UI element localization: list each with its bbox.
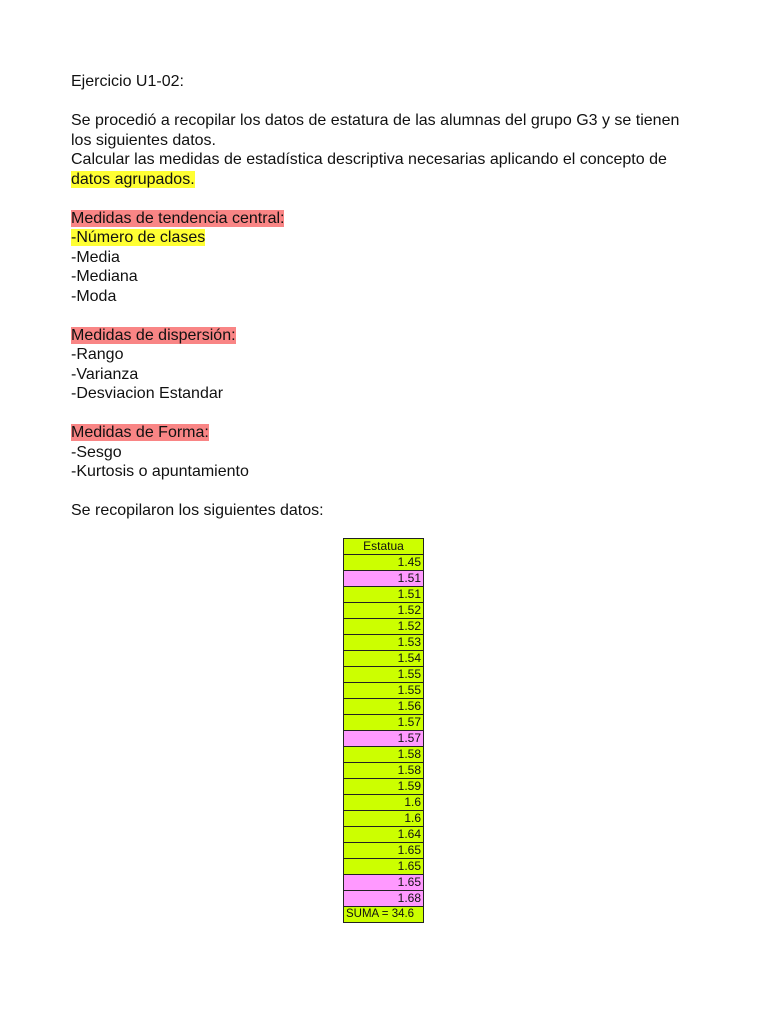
central-heading-text: Medidas de tendencia central: bbox=[71, 209, 285, 227]
table-row bbox=[344, 763, 424, 779]
height-value-cell: 1.59 bbox=[344, 779, 424, 795]
height-value-cell: 1.65 bbox=[344, 843, 424, 859]
central-item-0 bbox=[71, 228, 711, 248]
forma-item-0: -Sesgo bbox=[71, 443, 122, 461]
exercise-title: Ejercicio U1-02: bbox=[71, 73, 184, 90]
height-value-cell: 1.45 bbox=[344, 555, 424, 571]
height-value-cell: 1.55 bbox=[344, 667, 424, 683]
table-row bbox=[344, 651, 424, 667]
height-value-cell: 1.54 bbox=[344, 651, 424, 667]
dispersion-heading bbox=[71, 326, 711, 346]
table-row bbox=[344, 811, 424, 827]
data-intro: Se recopilaron los siguientes datos: bbox=[71, 502, 324, 519]
height-value-cell: 1.53 bbox=[344, 635, 424, 651]
sum-cell: SUMA = 34.6 bbox=[344, 907, 424, 923]
table-row bbox=[344, 875, 424, 891]
forma-heading bbox=[71, 423, 711, 443]
height-value-cell: 1.55 bbox=[344, 683, 424, 699]
table-row bbox=[344, 715, 424, 731]
table-row bbox=[344, 843, 424, 859]
forma-heading-text: Medidas de Forma: bbox=[71, 424, 209, 441]
central-item-3: -Moda bbox=[71, 287, 117, 305]
intro-line-3: Calcular las medidas de estadística descriptiva necesarias aplicando el concepto de bbox=[71, 151, 667, 168]
height-data-table bbox=[343, 538, 424, 923]
table-row bbox=[344, 747, 424, 763]
height-value-cell: 1.58 bbox=[344, 763, 424, 779]
highlight-datos-agrupados: datos agrupados. bbox=[71, 170, 195, 188]
table-row bbox=[344, 619, 424, 635]
dispersion-heading-text: Medidas de dispersión: bbox=[71, 326, 236, 344]
central-heading bbox=[71, 209, 711, 229]
intro-line-2: los siguientes datos. bbox=[71, 131, 216, 149]
table-row bbox=[344, 859, 424, 875]
height-value-cell: 1.51 bbox=[344, 587, 424, 603]
table-row bbox=[344, 731, 424, 747]
dispersion-item-2: -Desviacion Estandar bbox=[71, 385, 224, 402]
height-value-cell: 1.51 bbox=[344, 571, 424, 587]
table-row bbox=[344, 699, 424, 715]
dispersion-item-0: -Rango bbox=[71, 346, 124, 363]
height-value-cell: 1.65 bbox=[344, 875, 424, 891]
central-item-text: -Número de clases bbox=[71, 229, 206, 246]
height-value-cell: 1.68 bbox=[344, 891, 424, 907]
spacer bbox=[71, 189, 711, 209]
intro-line-4 bbox=[71, 170, 711, 190]
table-row bbox=[344, 779, 424, 795]
table-row bbox=[344, 555, 424, 571]
table-row bbox=[344, 587, 424, 603]
spacer bbox=[71, 482, 711, 502]
spacer bbox=[71, 404, 711, 424]
dispersion-item-1: -Varianza bbox=[71, 365, 139, 383]
table-row bbox=[344, 571, 424, 587]
height-value-cell: 1.58 bbox=[344, 747, 424, 763]
table-row bbox=[344, 795, 424, 811]
forma-item-1: -Kurtosis o apuntamiento bbox=[71, 463, 249, 480]
height-value-cell: 1.52 bbox=[344, 619, 424, 635]
spacer bbox=[71, 306, 711, 326]
table-row bbox=[344, 827, 424, 843]
table-header-cell: Estatua bbox=[344, 539, 424, 555]
table-row bbox=[344, 683, 424, 699]
table-row bbox=[344, 635, 424, 651]
height-value-cell: 1.64 bbox=[344, 827, 424, 843]
spacer bbox=[71, 92, 711, 112]
height-value-cell: 1.52 bbox=[344, 603, 424, 619]
height-value-cell: 1.6 bbox=[344, 811, 424, 827]
height-value-cell: 1.56 bbox=[344, 699, 424, 715]
table-row bbox=[344, 891, 424, 907]
height-value-cell: 1.57 bbox=[344, 731, 424, 747]
central-item-1: -Media bbox=[71, 248, 120, 266]
table-row bbox=[344, 667, 424, 683]
height-value-cell: 1.57 bbox=[344, 715, 424, 731]
table-header-row bbox=[344, 539, 424, 555]
table-row bbox=[344, 603, 424, 619]
document-body bbox=[71, 72, 711, 521]
central-item-2: -Mediana bbox=[71, 268, 138, 285]
intro-line-1: Se procedió a recopilar los datos de estatura de las alumnas del grupo G3 y se tienen bbox=[71, 112, 680, 129]
height-value-cell: 1.65 bbox=[344, 859, 424, 875]
height-value-cell: 1.6 bbox=[344, 795, 424, 811]
table-sum-row bbox=[344, 907, 424, 923]
